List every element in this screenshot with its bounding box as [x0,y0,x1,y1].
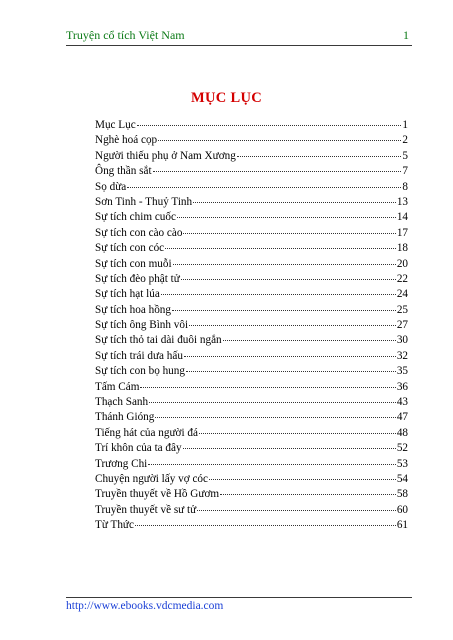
toc-entry-page: 7 [402,165,408,178]
footer-link[interactable]: http://www.ebooks.vdcmedia.com [66,600,224,612]
toc-entry-page: 54 [396,472,408,485]
toc-entry-page: 5 [402,149,408,162]
toc-dot-leader [183,224,395,234]
toc-entry-label: Sự tích con cào cào [95,226,183,239]
toc-dot-leader [127,178,401,188]
toc-dot-leader [140,378,395,388]
toc-dot-leader [173,255,396,265]
toc-entry-label: Chuyện người lấy vợ cóc [95,472,208,485]
toc-heading: MỤC LỤC [191,90,262,106]
toc-entry-label: Sơn Tinh - Thuỷ Tinh [95,195,193,208]
toc-entry-label: Tiếng hát của người đá [95,426,198,439]
toc-entry-page: 35 [396,365,408,378]
toc-entry-page: 22 [396,272,408,285]
toc-entry-label: Sự tích con bọ hung [95,365,185,378]
toc-dot-leader [186,362,396,372]
header-title: Truyện cổ tích Việt Nam [66,28,185,42]
toc-entry-label: Thánh Gióng [95,411,155,424]
toc-dot-leader [209,470,396,480]
toc-dot-leader [220,485,396,495]
toc-entry-page: 52 [396,442,408,455]
toc-dot-leader [199,424,396,434]
toc-dot-leader [193,193,396,203]
toc-entry-label: Truyền thuyết về Hồ Gươm [95,488,220,501]
toc-dot-leader [177,208,396,218]
toc-entry-page: 30 [396,334,408,347]
toc-dot-leader [158,131,401,141]
toc-entry-page: 60 [396,503,408,516]
toc-entry-label: Người thiếu phụ ở Nam Xương [95,149,236,162]
toc-entry-label: Từ Thức [95,519,134,532]
toc-entry-label: Trí khôn của ta đây [95,442,182,455]
header-page-number: 1 [403,28,409,42]
toc-entry-label: Sự tích chim cuốc [95,211,176,224]
toc-list [95,118,408,534]
toc-entry-label: Sự tích đèo phật tử [95,272,180,285]
toc-entry-page: 47 [396,411,408,424]
toc-entry-label: Sự tích hoa hồng [95,303,171,316]
toc-dot-leader [149,393,396,403]
toc-dot-leader [148,455,396,465]
toc-entry-label: Sự tích con cóc [95,242,165,255]
toc-dot-leader [172,301,396,311]
toc-entry-page: 48 [396,426,408,439]
toc-dot-leader [135,516,396,526]
toc-entry-label: Sọ dừa [95,180,127,193]
toc-entry-page: 24 [396,288,408,301]
toc-entry-page: 8 [402,180,408,193]
toc-entry-page: 17 [396,226,408,239]
toc-dot-leader [183,439,396,449]
header-divider [66,45,412,46]
toc-entry-label: Sự tích ông Bình vôi [95,319,189,332]
toc-entry-page: 32 [396,349,408,362]
toc-entry-page: 58 [396,488,408,501]
toc-dot-leader [189,316,396,326]
toc-entry-label: Mục Lục [95,119,136,131]
footer-divider [66,597,412,598]
toc-entry-page: 53 [396,457,408,470]
page-header [66,26,412,44]
toc-entry[interactable] [95,518,408,533]
toc-dot-leader [197,501,396,511]
toc-dot-leader [184,347,396,357]
toc-entry-page: 25 [396,303,408,316]
toc-entry-label: Nghè hoá cọp [95,134,158,147]
toc-entry-page: 2 [402,134,408,147]
toc-entry-label: Tấm Cám [95,380,140,393]
toc-entry-label: Sự tích trái dưa hấu [95,349,183,362]
toc-dot-leader [137,116,402,126]
toc-entry-page: 18 [396,242,408,255]
toc-dot-leader [237,147,402,157]
toc-entry-page: 20 [396,257,408,270]
toc-entry-label: Thạch Sanh [95,396,149,409]
toc-entry-label: Sự tích con muỗi [95,257,172,270]
toc-entry-page: 1 [402,119,408,131]
toc-entry-page: 43 [396,396,408,409]
toc-entry-page: 61 [396,519,408,532]
toc-dot-leader [165,239,396,249]
toc-entry-label: Sự tích hạt lúa [95,288,160,301]
toc-entry-page: 13 [396,195,408,208]
toc-entry-label: Truyền thuyết về sư tử [95,503,197,516]
toc-dot-leader [161,285,396,295]
toc-entry-page: 36 [396,380,408,393]
toc-dot-leader [153,162,402,172]
toc-entry-label: Trương Chi [95,457,148,470]
toc-dot-leader [181,270,396,280]
toc-entry-label: Ông thần sắt [95,165,152,178]
toc-entry-label: Sự tích thỏ tai dài đuôi ngắn [95,334,222,347]
toc-entry-page: 14 [396,211,408,224]
toc-dot-leader [223,331,396,341]
toc-entry-page: 27 [396,319,408,332]
toc-dot-leader [155,408,395,418]
